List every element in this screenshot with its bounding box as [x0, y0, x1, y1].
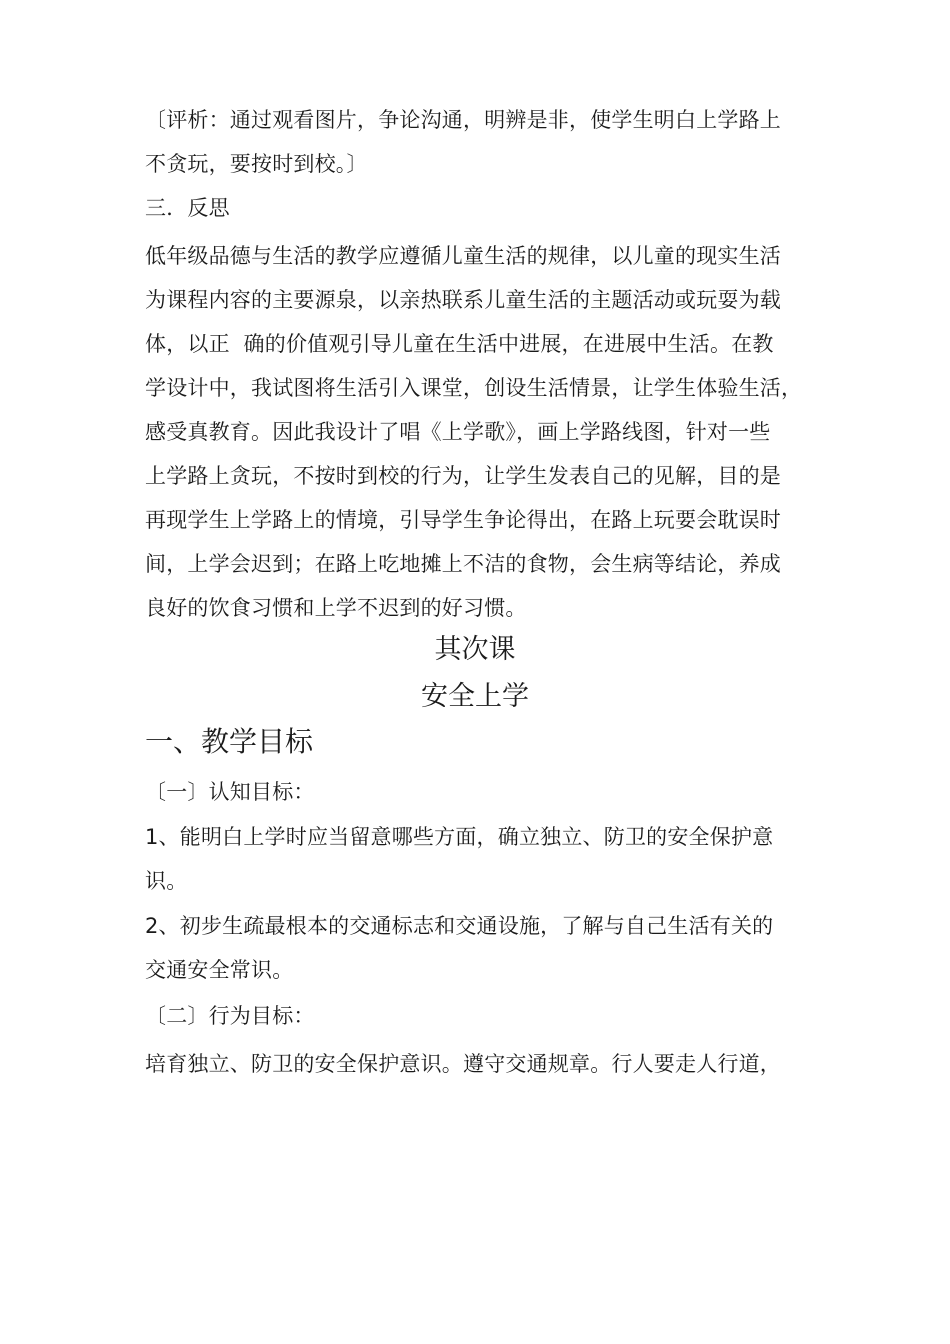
reflection-line-7: 再现学生上学路上的情境，引导学生争论得出，在路上玩要会耽误时 [145, 508, 781, 532]
cognitive-goal-2-line-1: 2、初步生疏最根本的交通标志和交通设施，了解与自己生活有关的 [145, 914, 774, 938]
reflection-paragraph [145, 234, 825, 630]
reflection-line-9: 良好的饮食习惯和上学不迟到的好习惯。 [145, 596, 527, 620]
reflection-line-2: 为课程内容的主要源泉，以亲热联系儿童生活的主题活动或玩耍为载 [145, 288, 781, 312]
cognitive-goal-heading: 〔一〕认知目标： [145, 780, 315, 804]
cognitive-goal-1-line-1: 1、能明白上学时应当留意哪些方面，确立独立、防卫的安全保护意 [145, 825, 774, 849]
cognitive-goal-item-1 [145, 815, 825, 903]
lesson-title: 其次课 [434, 634, 516, 665]
cognitive-goal-1-line-2: 识。 [145, 869, 188, 893]
cognitive-goal-2-line-2: 交通安全常识。 [145, 958, 294, 982]
analysis-line-2: 不贪玩，要按时到校。〕 [145, 152, 368, 176]
reflection-heading: 三．反思 [145, 196, 230, 220]
reflection-line-3: 体，以正 确的价值观引导儿童在生活中进展，在进展中生活。在教 [145, 332, 774, 356]
reflection-line-5: 感受真教育。因此我设计了唱《上学歌》，画上学路线图，针对一些 [145, 420, 771, 444]
section-heading-teaching-goals: 一、教学目标 [145, 725, 314, 758]
lesson-subtitle: 安全上学 [421, 681, 529, 712]
analysis-paragraph [145, 98, 825, 186]
reflection-line-6: 上学路上贪玩，不按时到校的行为，让学生发表自己的见解，目的是 [145, 464, 781, 488]
behavior-goal-text: 培育独立、防卫的安全保护意识。遵守交通规章。行人要走人行道， [145, 1052, 781, 1076]
behavior-goal-heading: 〔二〕行为目标： [145, 1004, 315, 1028]
reflection-line-8: 间，上学会迟到；在路上吃地摊上不洁的食物，会生病等结论，养成 [145, 552, 781, 576]
analysis-line-1: 〔评析：通过观看图片，争论沟通，明辨是非，使学生明白上学路上 [145, 108, 781, 132]
reflection-line-1: 低年级品德与生活的教学应遵循儿童生活的规律，以儿童的现实生活 [145, 244, 781, 268]
cognitive-goal-item-2 [145, 904, 825, 992]
reflection-line-4: 学设计中，我试图将生活引入课堂，创设生活情景，让学生体验生活， [145, 376, 803, 400]
